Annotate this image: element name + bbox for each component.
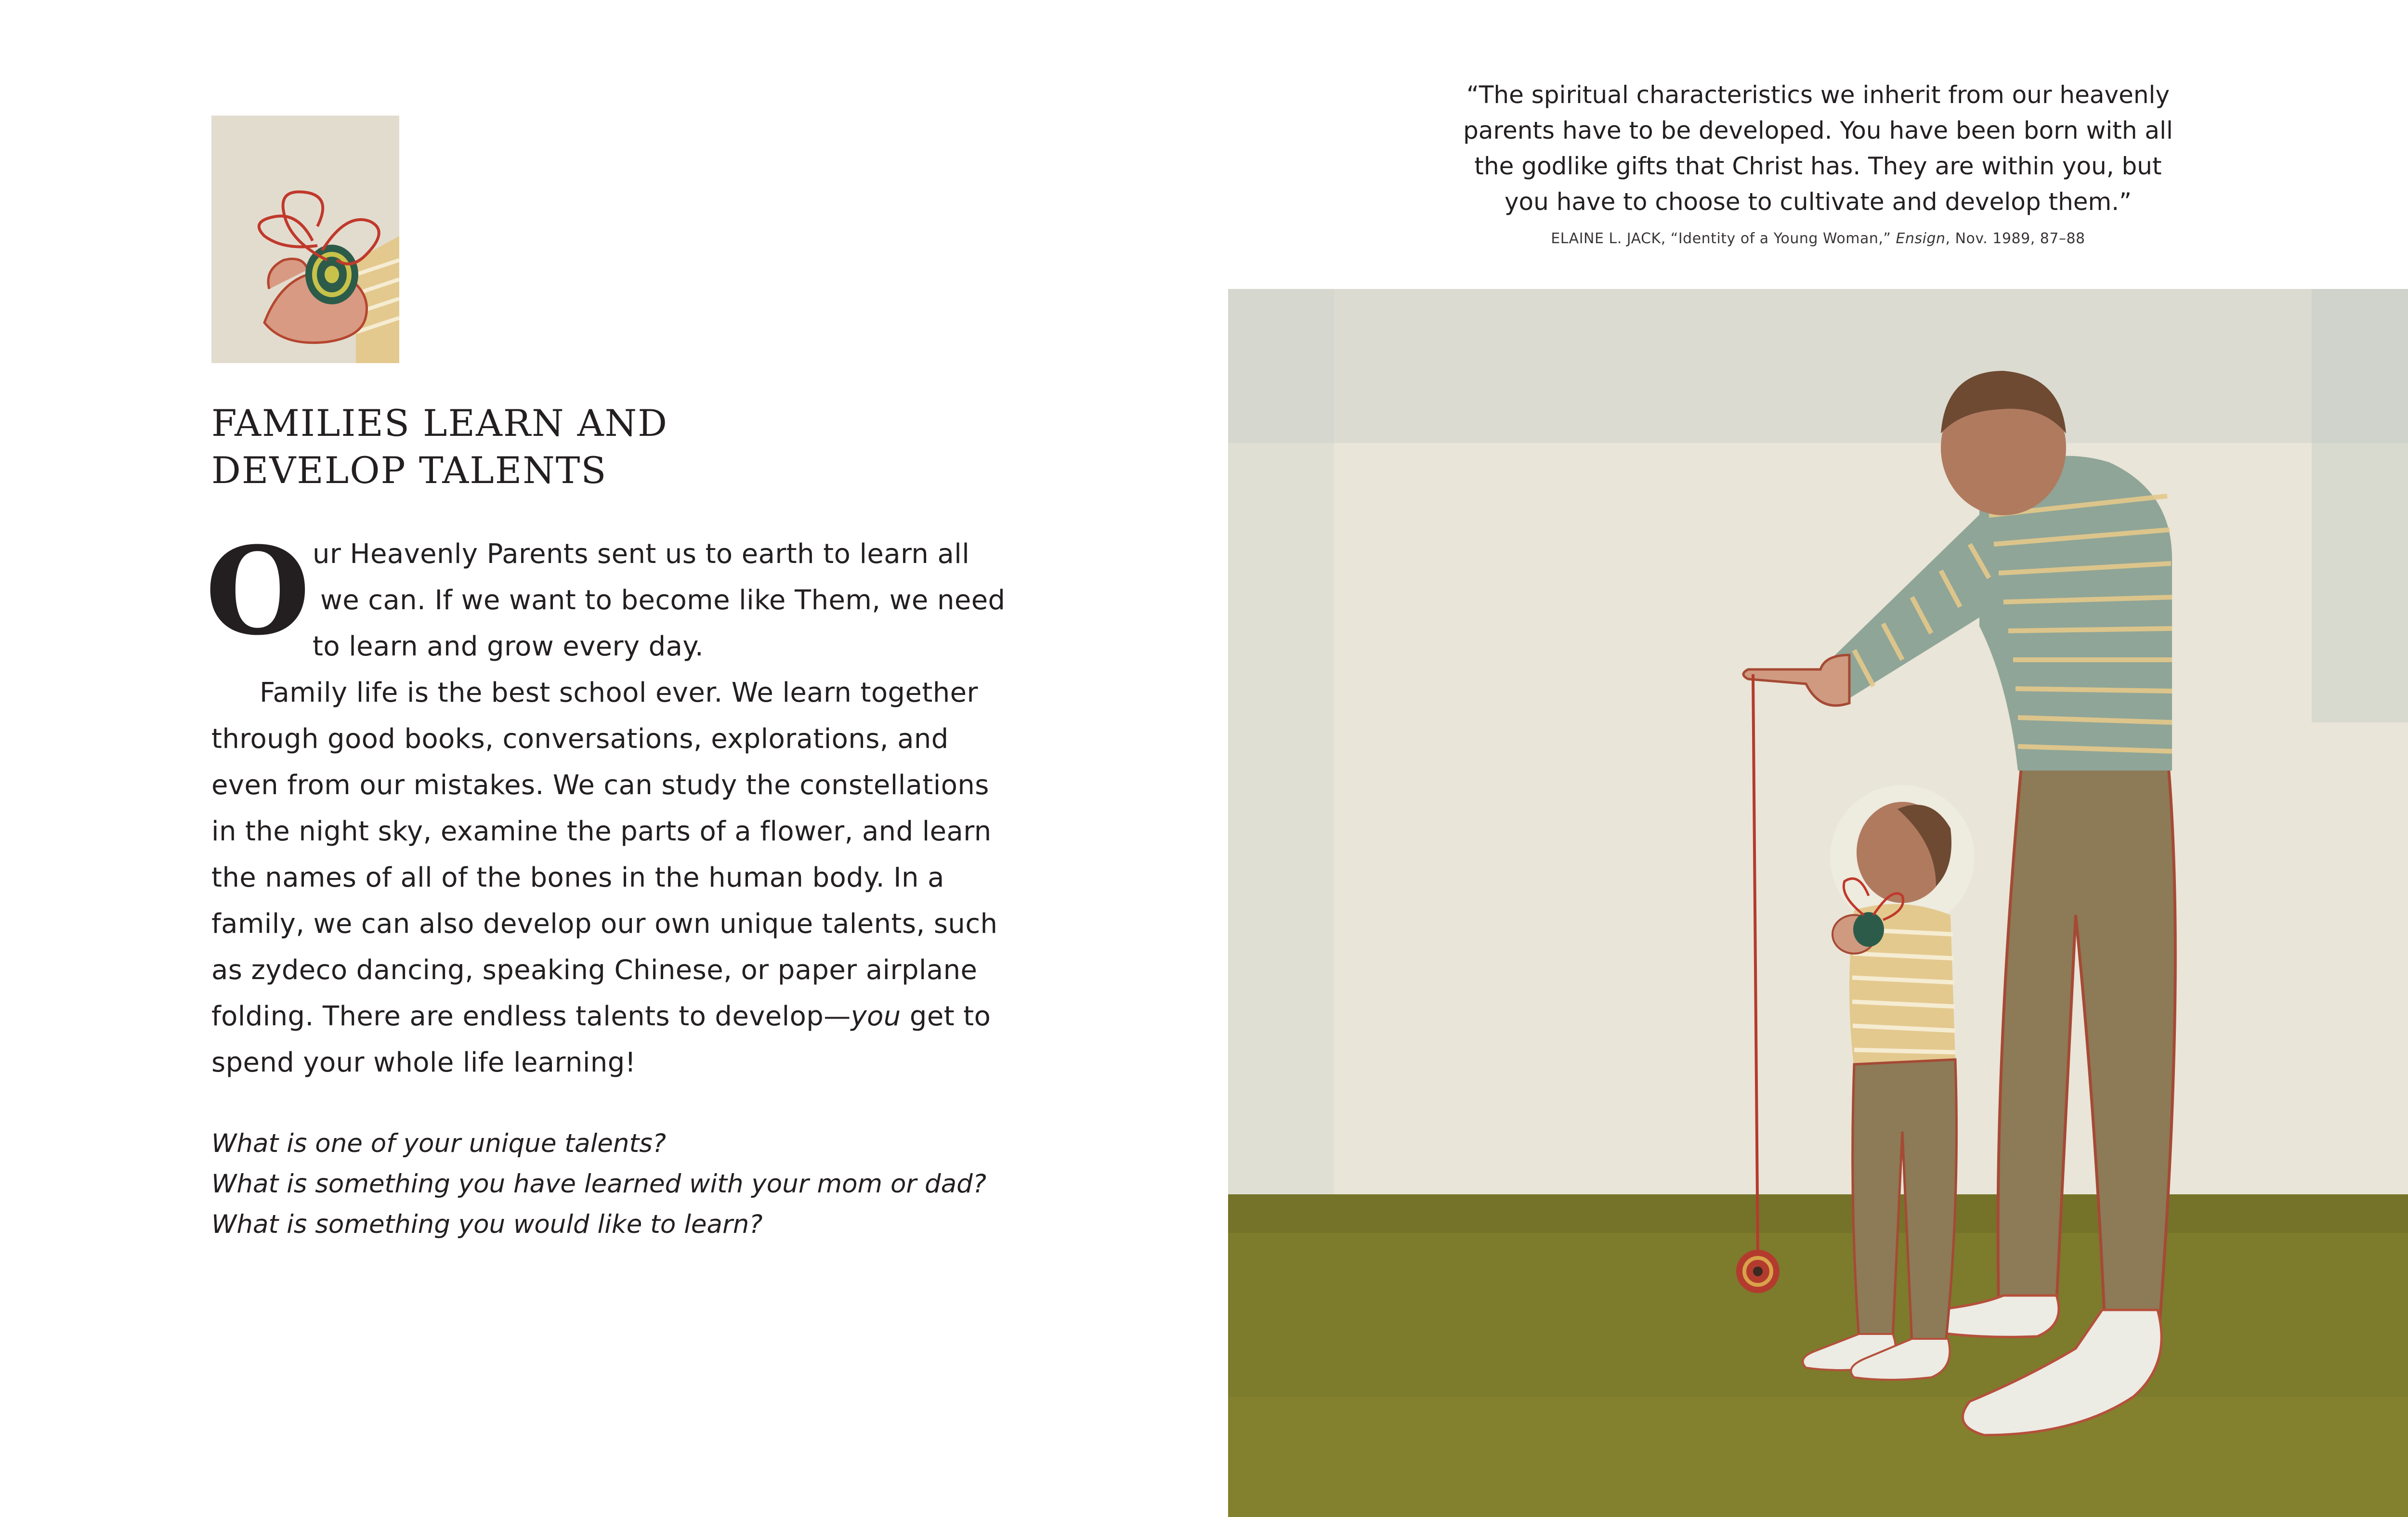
quote-line: the godlike gifts that Christ has. They are within you, but: [1474, 152, 2162, 180]
body-line: [211, 1001, 991, 1032]
body-line: spend your whole life learning!: [211, 1047, 636, 1078]
pull-quote: [1397, 77, 2239, 220]
body-line: to learn and grow every day.: [313, 631, 704, 662]
quote-line: you have to choose to cultivate and develop them.”: [1504, 188, 2132, 216]
body-text: folding. There are endless talents to develop—: [211, 1001, 851, 1032]
body-line: even from our mistakes. We can study the constellations: [211, 770, 989, 801]
citation-date: , Nov. 1989, 87–88: [1945, 230, 2085, 247]
body-line: Family life is the best school ever. We learn together: [260, 677, 978, 708]
citation-author: ELAINE L. JACK, “Identity of a Young Woman,”: [1551, 230, 1896, 247]
body-line: ur Heavenly Parents sent us to earth to learn all: [313, 538, 970, 570]
body-line: through good books, conversations, explorations, and: [211, 723, 949, 755]
heading-line: DEVELOP TALENTS: [211, 449, 607, 492]
body-line: in the night sky, examine the parts of a flower, and learn: [211, 816, 992, 847]
father-son-yoyo-painting: [1228, 289, 2408, 1517]
emphasis-you: you: [851, 1001, 901, 1032]
drop-cap-letter: O: [205, 539, 310, 650]
section-heading: [211, 400, 982, 494]
yoyo-thumbnail-illustration: [211, 116, 399, 363]
question: What is one of your unique talents?: [211, 1129, 667, 1158]
body-text: get to: [901, 1001, 991, 1032]
heading-line: FAMILIES LEARN AND: [211, 402, 668, 445]
question: What is something you have learned with your mom or dad?: [211, 1169, 986, 1199]
discussion-questions: [211, 1124, 1078, 1245]
body-line: the names of all of the bones in the human body. In a: [211, 862, 944, 893]
body-line: as zydeco dancing, speaking Chinese, or paper airplane: [211, 955, 978, 986]
quote-line: parents have to be developed. You have been born with all: [1463, 117, 2173, 144]
body-line: family, we can also develop our own unique talents, such: [211, 908, 998, 940]
body-paragraphs: [211, 538, 1030, 1107]
quote-citation: [1397, 230, 2239, 247]
question: What is something you would like to learn?: [211, 1210, 763, 1239]
quote-line: “The spiritual characteristics we inherit from our heavenly: [1466, 81, 2170, 109]
citation-source: Ensign: [1896, 230, 1946, 247]
body-line: we can. If we want to become like Them, we need: [320, 585, 1006, 616]
